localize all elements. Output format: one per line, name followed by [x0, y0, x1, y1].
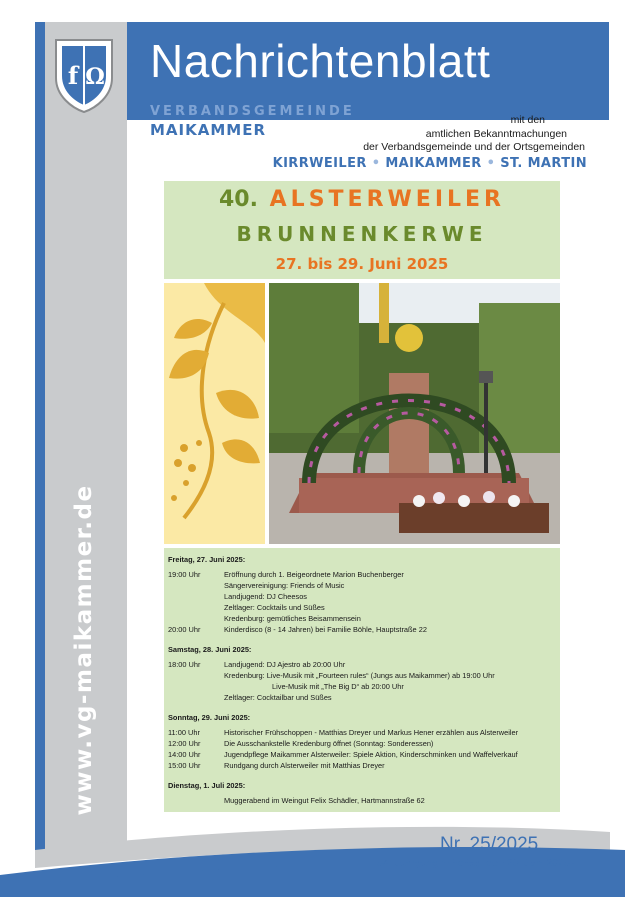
website-url-vertical[interactable] — [43, 470, 125, 830]
entry-text: Zeltlager: Cocktails und Süßes — [224, 603, 325, 612]
day-heading: Dienstag, 1. Juli 2025: — [168, 781, 246, 790]
program-box — [164, 548, 560, 812]
towns-line — [273, 156, 587, 171]
entry-text: Landjugend: DJ Cheesos — [224, 592, 307, 601]
day-heading: Sonntag, 29. Juni 2025: — [168, 713, 251, 722]
town-st-martin: ST. MARTIN — [500, 156, 587, 171]
day-heading: Samstag, 28. Juni 2025: — [168, 645, 252, 654]
subtitle-line: amtlichen Bekanntmachungen — [425, 127, 567, 140]
entry-text: Muggerabend im Weingut Felix Schädler, Hartmannstraße 62 — [224, 796, 425, 805]
subtitle-line: mit den — [510, 114, 545, 126]
website-url-text[interactable]: www.vg-maikammer.de — [71, 484, 97, 816]
town-kirrweiler: KIRRWEILER — [272, 156, 367, 171]
entry-time: 18:00 Uhr — [168, 660, 201, 669]
entry-text: Rundgang durch Alsterweiler mit Matthias Dreyer — [224, 761, 385, 770]
entry-time: 11:00 Uhr — [168, 728, 200, 737]
entry-text: Zeltlager: Cocktailbar und Süßes — [224, 693, 332, 702]
event-title-line — [164, 187, 560, 212]
entry-time: 14:00 Uhr — [168, 750, 201, 759]
municipal-crest-logo — [52, 34, 116, 114]
separator-dot: • — [486, 156, 501, 171]
entry-text: Live-Musik mit „The Big D“ ab 20:00 Uhr — [272, 682, 404, 691]
entry-text: Kredenburg: Live-Musik mit „Fourteen rules“ (Jungs aus Maikammer) ab 19:00 Uhr — [224, 671, 495, 680]
event-dates: 27. bis 29. Juni 2025 — [275, 255, 449, 273]
entry-text: Historischer Frühschoppen - Matthias Dreyer und Markus Hener erzählen aus Alsterweiler — [224, 728, 519, 737]
masthead-title: Nachrichtenblatt — [150, 35, 491, 87]
entry-text: Eröffnung durch 1. Beigeordnete Marion Buchenberger — [224, 570, 404, 579]
crest-letter-left: f — [67, 61, 79, 90]
town-maikammer: MAIKAMMER — [385, 156, 482, 171]
day-heading: Freitag, 27. Juni 2025: — [168, 555, 246, 564]
verbandsgemeinde-label: VERBANDSGEMEINDE — [150, 104, 355, 119]
entry-text: Landjugend: DJ Ajestro ab 20:00 Uhr — [224, 660, 346, 669]
entry-time: 20:00 Uhr — [168, 625, 201, 634]
event-name-part1: ALSTERWEILER — [269, 187, 505, 212]
entry-text: Jugendpflege Maikammer Alsterweiler: Spiele Aktion, Kinderschminken und Waffelverkauf — [224, 750, 518, 759]
entry-text: Die Ausschankstelle Kredenburg öffnet (Sonntag: Sonderessen) — [224, 739, 434, 748]
floral-decoration-panel — [164, 283, 265, 544]
entry-time: 15:00 Uhr — [168, 761, 201, 770]
subtitle-line: der Verbandsgemeinde und der Ortsgemeinden — [363, 141, 585, 153]
entry-text: Kinderdisco (8 - 14 Jahren) bei Familie Böhle, Hauptstraße 22 — [224, 625, 427, 634]
entry-time: 19:00 Uhr — [168, 570, 201, 579]
maikammer-label: MAIKAMMER — [150, 121, 266, 139]
masthead-subtitle — [363, 114, 585, 155]
fountain-photo — [269, 283, 560, 544]
entry-text: Kredenburg: gemütliches Beisammensein — [224, 614, 361, 623]
event-edition-number: 40. — [219, 187, 258, 212]
entry-text: Sängervereinigung: Friends of Music — [224, 581, 345, 590]
crest-letter-right: Ω — [85, 64, 105, 90]
event-name-part2: BRUNNENKERWE — [236, 222, 488, 246]
entry-time: 12:00 Uhr — [168, 739, 201, 748]
separator-dot: • — [371, 156, 386, 171]
issue-date-line: 54. Jahrgang • Freitag, den 20. Juni 2025 — [377, 857, 570, 869]
issue-number: Nr. 25/2025 — [440, 834, 539, 855]
